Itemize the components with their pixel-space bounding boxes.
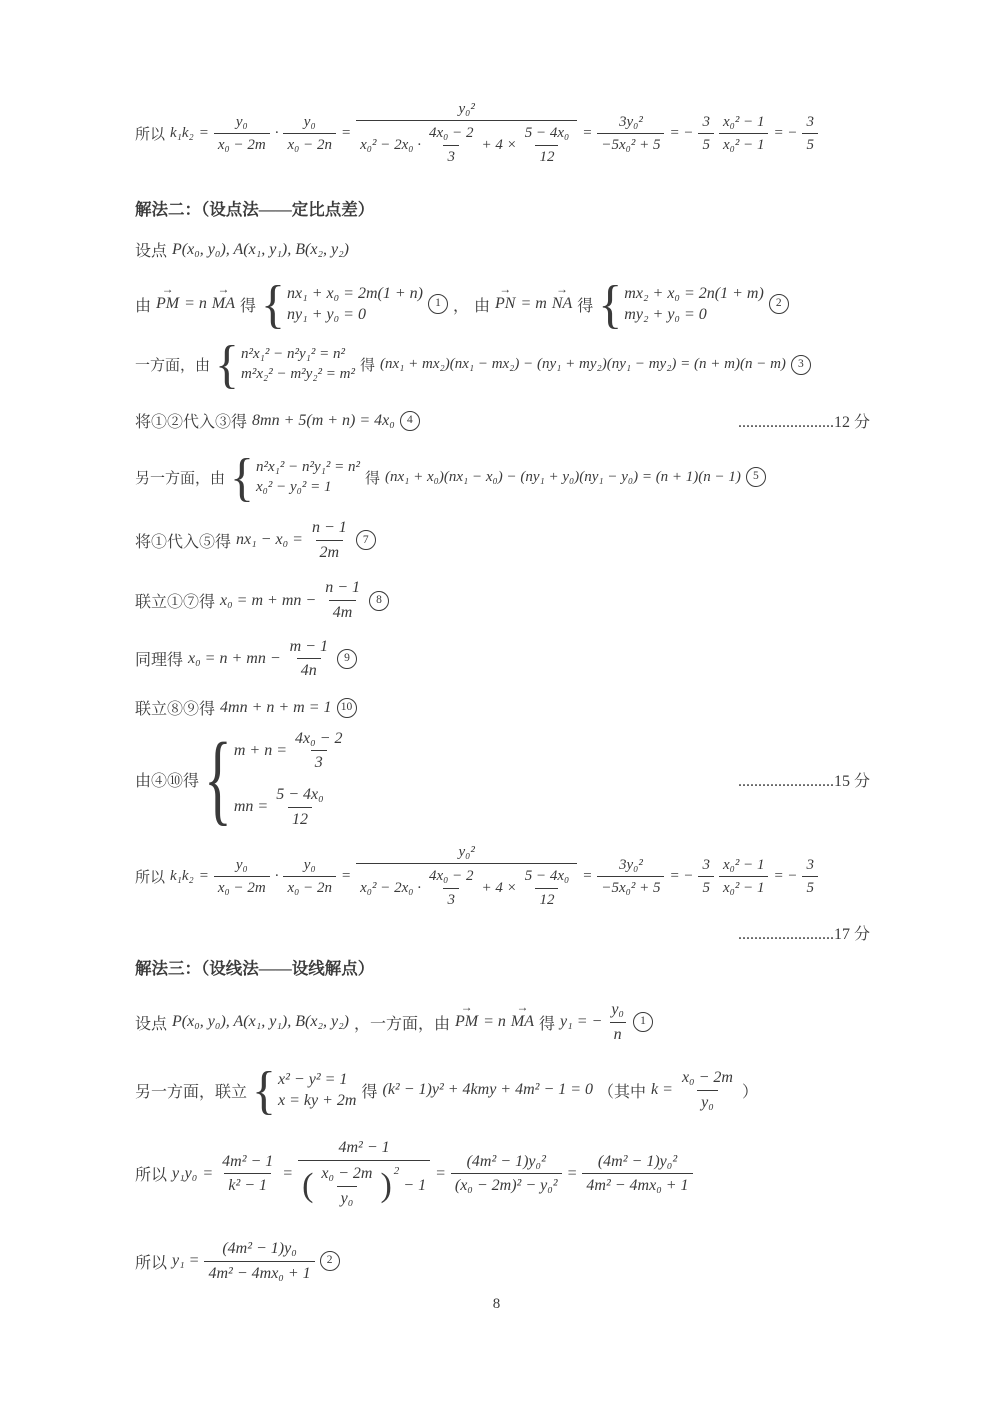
equation-10-body: 4mn + n + m = 1 bbox=[220, 698, 332, 716]
numerator: 5 − 4x₀ bbox=[524, 125, 570, 142]
numerator: m − 1 bbox=[289, 637, 328, 655]
equation-8-lhs: x₀ = m + mn − bbox=[220, 591, 317, 609]
denominator: 3 bbox=[311, 750, 327, 775]
equation-tag-1: 1 bbox=[633, 1012, 653, 1032]
denominator: 3 bbox=[443, 145, 459, 168]
solution2-heading bbox=[135, 195, 870, 221]
text-from-4-10: 由④⑩得 bbox=[135, 772, 200, 790]
denominator: −5x₀² + 5 bbox=[597, 133, 664, 156]
numerator: y₀² bbox=[458, 101, 475, 117]
equals-sign: = bbox=[582, 124, 593, 141]
fraction-1 bbox=[218, 1150, 277, 1198]
denominator: x₀² − 1 bbox=[719, 876, 769, 899]
big-close-paren: ) bbox=[380, 1167, 392, 1205]
numerator: 3y₀² bbox=[618, 113, 643, 130]
text-yifangmian-you: ，一方面，由 bbox=[354, 1015, 451, 1033]
equation-4-body: 8mn + 5(m + n) = 4x₀ bbox=[252, 411, 395, 429]
k1k2-lhs: k₁k₂ bbox=[170, 124, 194, 141]
numerator: x₀ − 2m bbox=[321, 1164, 373, 1182]
equation-tag-2: 2 bbox=[769, 294, 789, 314]
numerator: x₀² − 1 bbox=[722, 113, 765, 130]
vector-NA: NA → bbox=[552, 295, 572, 313]
y1y0-lhs: y₁y₀ bbox=[172, 1164, 198, 1182]
system-row: my₂ + y₀ = 0 bbox=[624, 305, 707, 323]
fraction-3 bbox=[451, 1150, 562, 1198]
denominator: −5x₀² + 5 bbox=[597, 876, 664, 899]
formula-y1y0-chain bbox=[135, 1136, 870, 1211]
denominator bbox=[298, 1160, 430, 1211]
text-suoyi: 所以 bbox=[135, 1254, 168, 1272]
system-row: x₀² − y₀² = 1 bbox=[256, 478, 332, 495]
equals-n: = n bbox=[184, 295, 207, 312]
equation-tag-10: 10 bbox=[337, 698, 357, 718]
equation-tag-1: 1 bbox=[428, 294, 448, 314]
score-mark-12: ........................12 分 bbox=[737, 414, 870, 432]
denominator: 4m² − 4mx₀ + 1 bbox=[582, 1173, 692, 1198]
text-qizhong: （其中 bbox=[598, 1083, 647, 1101]
fraction bbox=[291, 727, 346, 775]
left-brace: { bbox=[598, 274, 623, 334]
text-tongli: 同理得 bbox=[135, 652, 184, 670]
equals-sign: = bbox=[340, 124, 352, 141]
denominator: x₀ − 2n bbox=[283, 876, 336, 899]
system-4-10 bbox=[135, 721, 870, 836]
numerator: 3y₀² bbox=[618, 856, 643, 873]
system-hyperbola-line bbox=[252, 1060, 357, 1120]
equation-8 bbox=[135, 576, 870, 624]
den-rest: − 1 bbox=[403, 1177, 427, 1195]
text-lingyifangmian: 另一方面，由 bbox=[135, 470, 226, 487]
left-brace: { bbox=[204, 721, 232, 836]
fraction-2 bbox=[298, 1136, 430, 1211]
text-you: 由 bbox=[135, 297, 152, 315]
row-lhs: mn = bbox=[233, 798, 269, 816]
numerator: y₀ bbox=[611, 1000, 624, 1018]
score-mark-17: ........................17 分 bbox=[737, 926, 870, 944]
denominator bbox=[356, 863, 577, 912]
numerator: (4m² − 1)y₀ bbox=[222, 1240, 297, 1258]
page-number: 8 bbox=[492, 1296, 501, 1312]
denominator: 2m bbox=[316, 540, 344, 565]
system-row-mn bbox=[234, 783, 328, 831]
text-de: 得 bbox=[539, 1015, 556, 1033]
numerator: x₀² − 1 bbox=[722, 856, 765, 873]
fraction-x2ratio bbox=[719, 111, 769, 157]
numerator: 5 − 4x₀ bbox=[276, 786, 324, 803]
system-3 bbox=[215, 334, 355, 394]
fraction bbox=[204, 1237, 314, 1285]
text-substitute-123: 将①②代入③得 bbox=[135, 414, 248, 432]
cdot-sign: · bbox=[274, 124, 279, 141]
fraction-nested2 bbox=[521, 865, 574, 911]
denominator: (x₀ − 2m)² − y₀² bbox=[451, 1173, 562, 1198]
fraction-nested1 bbox=[425, 122, 478, 168]
numerator: 4m² − 1 bbox=[338, 1139, 390, 1157]
score-mark-15: ........................15 分 bbox=[737, 772, 870, 790]
fraction bbox=[607, 998, 628, 1046]
text-de: 得 bbox=[577, 297, 594, 315]
equals-sign: = bbox=[198, 124, 209, 141]
text-suoyi: 所以 bbox=[135, 126, 166, 143]
system-row: n²x₁² − n²y₁² = n² bbox=[256, 458, 360, 475]
text-substitute-1-into-5: 将①代入⑤得 bbox=[135, 533, 232, 551]
text-you: 由 bbox=[474, 297, 491, 315]
left-brace: { bbox=[215, 334, 240, 394]
equation-3-rhs: (nx₁ + mx₂)(nx₁ − mx₂) − (ny₁ + my₂)(ny₁ − my₂) = (n + m)(n − m) bbox=[380, 356, 786, 372]
equation-tag-3: 3 bbox=[791, 355, 811, 375]
text-suoyi: 所以 bbox=[135, 870, 166, 887]
denominator: 4m bbox=[329, 600, 357, 625]
superscript-2: 2 bbox=[393, 1164, 400, 1177]
equals-sign: = bbox=[435, 1164, 446, 1182]
denominator bbox=[356, 120, 577, 169]
equation-5 bbox=[135, 447, 870, 507]
fraction-slope1 bbox=[214, 111, 270, 157]
equation-3 bbox=[135, 334, 870, 394]
fraction-4 bbox=[582, 1150, 692, 1198]
fraction-slope2 bbox=[283, 854, 336, 900]
fraction-big bbox=[356, 98, 577, 169]
equals-sign: = bbox=[202, 1164, 214, 1182]
numerator: 3 bbox=[702, 856, 710, 873]
equation-tag-8: 8 bbox=[369, 591, 389, 611]
equation-4 bbox=[135, 408, 870, 434]
numerator: y₀ bbox=[235, 856, 248, 873]
closing-paren: ） bbox=[741, 1083, 758, 1101]
denominator: 4n bbox=[297, 658, 321, 683]
system-rows bbox=[241, 346, 355, 383]
equals-minus: = − bbox=[773, 124, 798, 141]
equation-5-rhs: (nx₁ + x₀)(nx₁ − x₀) − (ny₁ + y₀)(ny₁ − y₀) = (n + 1)(n − 1) bbox=[385, 468, 741, 485]
denominator: 5 bbox=[698, 876, 714, 899]
denominator: y₀ bbox=[697, 1090, 718, 1115]
text-de: 得 bbox=[360, 358, 376, 374]
fraction bbox=[308, 516, 351, 564]
solution2-setup bbox=[135, 237, 870, 263]
solution3-setup bbox=[135, 998, 870, 1046]
fraction-35b bbox=[802, 854, 818, 900]
numerator: (4m² − 1)y₀² bbox=[597, 1152, 678, 1170]
den-part2: + 4 × bbox=[481, 136, 517, 153]
equals-sign: = bbox=[566, 1164, 578, 1182]
formula-k1k2-conclusion-2 bbox=[135, 841, 870, 912]
fraction-3y2 bbox=[597, 111, 664, 157]
fraction-3y2 bbox=[597, 854, 664, 900]
system-row: n²x₁² − n²y₁² = n² bbox=[241, 346, 345, 362]
numerator: y₀² bbox=[458, 844, 475, 861]
solution3-system-line bbox=[135, 1060, 870, 1120]
vector-PM: PM → bbox=[156, 295, 179, 313]
fraction bbox=[321, 576, 364, 624]
vector-MA: MA → bbox=[511, 1013, 534, 1031]
numerator: 4m² − 1 bbox=[222, 1152, 274, 1170]
fraction bbox=[272, 783, 327, 831]
fraction-35a bbox=[698, 111, 714, 157]
comma: ， bbox=[452, 297, 469, 315]
denominator: 12 bbox=[535, 145, 558, 168]
text-shedian: 设点 bbox=[135, 1015, 168, 1033]
text-shedian: 设点 bbox=[135, 243, 168, 261]
denominator: k² − 1 bbox=[224, 1173, 271, 1198]
equation-10 bbox=[135, 695, 870, 721]
fraction-35a bbox=[698, 854, 714, 900]
denominator: 12 bbox=[288, 807, 312, 832]
left-brace: { bbox=[261, 274, 286, 334]
fraction-nested1 bbox=[425, 865, 478, 911]
text-de: 得 bbox=[365, 470, 381, 487]
system-rows bbox=[234, 727, 347, 831]
vector-PM: PM → bbox=[455, 1013, 478, 1031]
equals-n: = n bbox=[483, 1013, 506, 1031]
denominator: 5 bbox=[802, 133, 818, 156]
equals-minus: = − bbox=[669, 124, 694, 141]
numerator: y₀ bbox=[303, 113, 316, 130]
fraction-big bbox=[356, 841, 577, 912]
text-de: 得 bbox=[240, 297, 257, 315]
numerator: y₀ bbox=[303, 856, 316, 873]
equation-tag-2: 2 bbox=[320, 1251, 340, 1271]
equation-9 bbox=[135, 635, 870, 683]
points-definition: P(x₀, y₀), A(x₁, y₁), B(x₂, y₂) bbox=[172, 1013, 349, 1031]
system-row: ny₁ + y₀ = 0 bbox=[287, 305, 366, 323]
y1-lhs: y₁ = − bbox=[560, 1013, 603, 1031]
denominator: 3 bbox=[443, 888, 459, 911]
text-suoyi: 所以 bbox=[135, 1167, 168, 1185]
numerator: n − 1 bbox=[311, 519, 347, 537]
numerator: x₀ − 2m bbox=[681, 1069, 733, 1087]
points-definition: P(x₀, y₀), A(x₁, y₁), B(x₂, y₂) bbox=[172, 240, 349, 258]
cdot-sign: · bbox=[274, 868, 279, 885]
denominator: 5 bbox=[698, 133, 714, 156]
formula-y1-result bbox=[135, 1237, 870, 1285]
equals-sign: = bbox=[582, 868, 593, 885]
system-row: m²x₂² − m²y₂² = m² bbox=[241, 366, 355, 382]
heading-text: 解法二：（设点法——定比点差） bbox=[135, 199, 375, 219]
big-open-paren: ( bbox=[302, 1167, 314, 1205]
numerator: 3 bbox=[806, 113, 814, 130]
text-de: 得 bbox=[361, 1083, 378, 1101]
equals-sign: = bbox=[340, 868, 352, 885]
den-part2: + 4 × bbox=[481, 880, 517, 897]
y1-lhs: y₁ = bbox=[172, 1252, 200, 1270]
numerator: 5 − 4x₀ bbox=[524, 868, 570, 885]
fraction-nested bbox=[317, 1162, 376, 1210]
numerator: n − 1 bbox=[325, 579, 360, 597]
system-row: nx₁ + x₀ = 2m(1 + n) bbox=[287, 284, 423, 302]
numerator: 4x₀ − 2 bbox=[428, 125, 474, 142]
denominator: 5 bbox=[802, 876, 818, 899]
system-row: x² − y² = 1 bbox=[278, 1070, 348, 1088]
numerator: y₀ bbox=[235, 113, 248, 130]
fraction bbox=[678, 1066, 737, 1114]
equations-1-2 bbox=[135, 274, 870, 334]
fraction bbox=[286, 635, 332, 683]
system-mn bbox=[204, 721, 346, 836]
equation-tag-5: 5 bbox=[746, 467, 766, 487]
left-brace: { bbox=[230, 447, 255, 507]
text-combine-1-7: 联立①⑦得 bbox=[135, 594, 216, 612]
equals-minus: = − bbox=[669, 868, 694, 885]
denominator: y₀ bbox=[337, 1186, 358, 1211]
numerator: 4x₀ − 2 bbox=[295, 729, 343, 747]
score-line-17 bbox=[135, 920, 870, 946]
numerator: 4x₀ − 2 bbox=[428, 868, 474, 885]
fraction-35b bbox=[802, 111, 818, 157]
fraction-slope1 bbox=[214, 854, 270, 900]
left-brace: { bbox=[252, 1060, 277, 1120]
system-rows bbox=[256, 459, 360, 496]
k1k2-lhs: k₁k₂ bbox=[170, 868, 194, 885]
fraction-nested2 bbox=[521, 122, 574, 168]
denominator: 4m² − 4mx₀ + 1 bbox=[204, 1261, 314, 1286]
denominator: x₀ − 2m bbox=[214, 876, 270, 899]
system-row: mx₂ + x₀ = 2n(1 + m) bbox=[624, 284, 764, 302]
quadratic-equation: (k² − 1)y² + 4kmy + 4m² − 1 = 0 bbox=[382, 1081, 594, 1099]
denominator: x₀² − 1 bbox=[719, 133, 769, 156]
denominator: x₀ − 2n bbox=[283, 133, 336, 156]
heading-text: 解法三：（设线法——设线解点） bbox=[135, 958, 375, 978]
equals-sign: = bbox=[282, 1164, 294, 1182]
system-row: x = ky + 2m bbox=[278, 1091, 357, 1109]
formula-k1k2-conclusion-1 bbox=[135, 98, 870, 169]
row-lhs: m + n = bbox=[233, 741, 288, 759]
vector-PN: PN → bbox=[495, 295, 515, 313]
equation-9-lhs: x₀ = n + mn − bbox=[188, 649, 281, 667]
numerator: (4m² − 1)y₀² bbox=[466, 1152, 546, 1170]
text-combine-8-9: 联立⑧⑨得 bbox=[135, 701, 216, 719]
system-2 bbox=[598, 274, 764, 334]
den-part1: x₀² − 2x₀ · bbox=[360, 136, 421, 153]
equals-m: = m bbox=[520, 295, 547, 312]
numerator: 3 bbox=[702, 113, 710, 130]
fraction-slope2 bbox=[283, 111, 336, 157]
system-1 bbox=[261, 274, 423, 334]
text-lingyifangmian-lianli: 另一方面，联立 bbox=[135, 1083, 248, 1101]
fraction-x2ratio bbox=[719, 854, 769, 900]
solution3-heading bbox=[135, 954, 870, 980]
equation-7-lhs: nx₁ − x₀ = bbox=[236, 531, 303, 549]
denominator: 12 bbox=[535, 888, 558, 911]
vector-MA: MA → bbox=[212, 295, 235, 313]
text-yifangmian: 一方面，由 bbox=[135, 358, 211, 374]
denominator: n bbox=[610, 1022, 626, 1047]
system-rows bbox=[287, 285, 423, 324]
den-part1: x₀² − 2x₀ · bbox=[360, 880, 421, 897]
equals-minus: = − bbox=[773, 868, 798, 885]
system-rows bbox=[278, 1071, 356, 1110]
denominator: x₀ − 2m bbox=[214, 133, 270, 156]
numerator: 3 bbox=[806, 856, 814, 873]
system-5 bbox=[230, 447, 360, 507]
equation-tag-7: 7 bbox=[356, 530, 376, 550]
equation-tag-9: 9 bbox=[337, 649, 357, 669]
k-definition: k = bbox=[651, 1081, 673, 1099]
system-rows bbox=[624, 285, 763, 324]
equation-7 bbox=[135, 516, 870, 564]
equation-tag-4: 4 bbox=[400, 411, 420, 431]
equals-sign: = bbox=[198, 868, 209, 885]
system-row-m-plus-n bbox=[234, 727, 347, 775]
